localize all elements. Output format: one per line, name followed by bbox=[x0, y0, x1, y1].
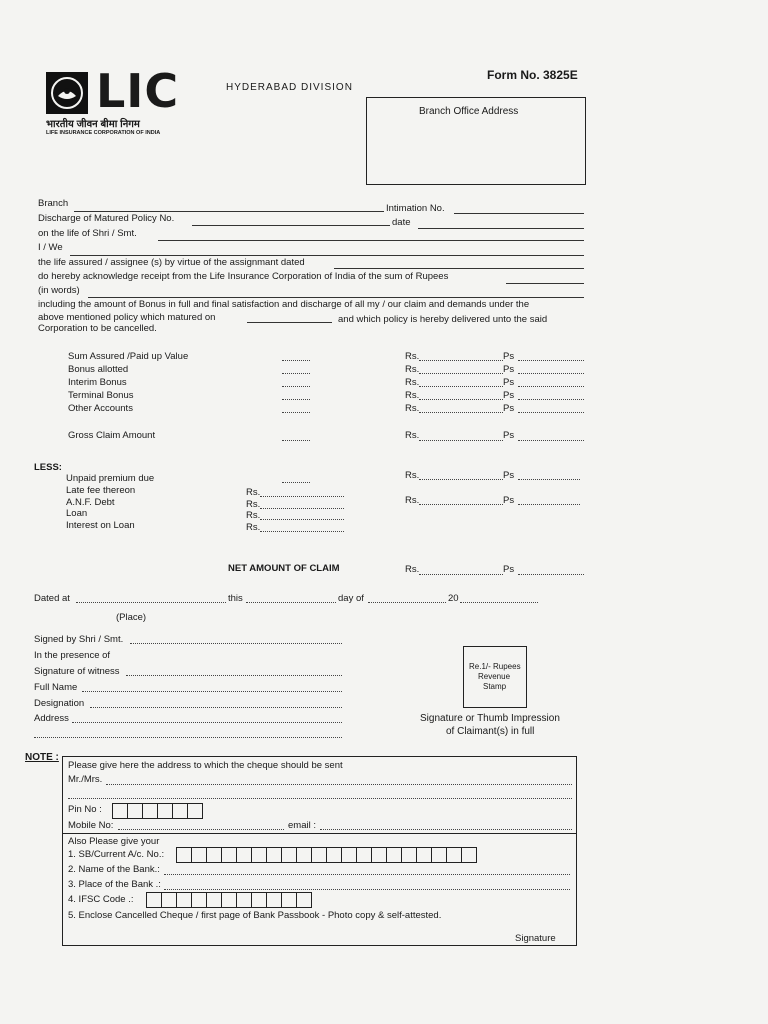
matured-on-field[interactable] bbox=[247, 322, 332, 323]
revenue-stamp-box bbox=[463, 646, 527, 708]
witness-sig-label: Signature of witness bbox=[34, 666, 120, 677]
bank-name-field[interactable] bbox=[164, 874, 570, 875]
amount-row-rs-field[interactable] bbox=[419, 360, 503, 361]
less-total-2-ps-field[interactable] bbox=[518, 504, 580, 505]
net-ps: Ps bbox=[503, 564, 515, 575]
note-divider bbox=[63, 833, 576, 834]
policy-no-field[interactable] bbox=[192, 225, 390, 226]
less-row-rs: Rs. bbox=[246, 510, 261, 521]
amount-row-rs: Rs. bbox=[405, 377, 420, 388]
less-row-rs-field[interactable] bbox=[260, 519, 344, 520]
stamp-line-3: Stamp bbox=[483, 682, 507, 691]
amount-row-mid-dots bbox=[282, 412, 310, 413]
less-row-rs: Rs. bbox=[246, 499, 261, 510]
day-of-label: day of bbox=[338, 593, 364, 604]
amount-row-rs-field[interactable] bbox=[419, 373, 503, 374]
less-row-label: Loan bbox=[66, 508, 88, 519]
less-row-rs: Rs. bbox=[246, 487, 261, 498]
para-line-3: Corporation to be cancelled. bbox=[38, 323, 157, 334]
amount-row-rs-field[interactable] bbox=[419, 386, 503, 387]
amount-row-rs: Rs. bbox=[405, 364, 420, 375]
less-row-label: Late fee thereon bbox=[66, 485, 136, 496]
signature-thumb-label-2: of Claimant(s) in full bbox=[446, 726, 535, 737]
amount-row-ps: Ps bbox=[503, 377, 515, 388]
gross-mid-dots bbox=[282, 440, 310, 441]
less-total-1-ps: Ps bbox=[503, 470, 515, 481]
gross-ps-field[interactable] bbox=[518, 440, 584, 441]
gross-rs-field[interactable] bbox=[419, 440, 503, 441]
note-signature-label: Signature bbox=[515, 933, 556, 944]
form-number: Form No. 3825E bbox=[487, 68, 578, 82]
para-line-1: including the amount of Bonus in full and final satisfaction and discharge of all my / our claim and demands under the bbox=[38, 299, 530, 310]
amount-row-label: Bonus allotted bbox=[68, 364, 129, 375]
rupees-field[interactable] bbox=[506, 283, 584, 284]
para-line-2b: and which policy is hereby delivered unto the said bbox=[338, 314, 548, 325]
signature-thumb-label-1: Signature or Thumb Impression bbox=[420, 713, 560, 724]
mr-mrs-label: Mr./Mrs. bbox=[68, 774, 103, 785]
less-row-label: Interest on Loan bbox=[66, 520, 135, 531]
net-rs-field[interactable] bbox=[419, 574, 503, 575]
less-row-label: Unpaid premium due bbox=[66, 473, 155, 484]
gross-claim-label: Gross Claim Amount bbox=[68, 430, 156, 441]
cheque-address-field[interactable] bbox=[68, 798, 572, 799]
address-label: Address bbox=[34, 713, 69, 724]
pin-input[interactable] bbox=[112, 803, 202, 819]
full-name-field[interactable] bbox=[82, 691, 342, 692]
stamp-line-2: Revenue bbox=[478, 672, 511, 681]
amount-row-ps-field[interactable] bbox=[518, 412, 584, 413]
less-row-label: A.N.F. Debt bbox=[66, 497, 115, 508]
amount-row-label: Terminal Bonus bbox=[68, 390, 134, 401]
less-row-rs-field[interactable] bbox=[260, 508, 344, 509]
amount-row-mid-dots bbox=[282, 360, 310, 361]
sb-account-input[interactable] bbox=[176, 847, 476, 863]
less-total-2-rs: Rs. bbox=[405, 495, 420, 506]
full-name-label: Full Name bbox=[34, 682, 78, 693]
assignee-label: the life assured / assignee (s) by virtue of the assignmant dated bbox=[38, 257, 305, 268]
ifsc-label: 4. IFSC Code .: bbox=[68, 894, 134, 905]
witness-sig-field[interactable] bbox=[126, 675, 342, 676]
amount-row-ps: Ps bbox=[503, 390, 515, 401]
dated-at-label: Dated at bbox=[34, 593, 70, 604]
this-label: this bbox=[228, 593, 243, 604]
designation-field[interactable] bbox=[90, 707, 342, 708]
amount-row-ps-field[interactable] bbox=[518, 360, 584, 361]
presence-label: In the presence of bbox=[34, 650, 111, 661]
cheque-address-label: Please give here the address to which the cheque should be sent bbox=[68, 760, 343, 771]
mobile-field[interactable] bbox=[118, 829, 284, 830]
net-amount-label: NET AMOUNT OF CLAIM bbox=[228, 563, 340, 574]
bank-name-label: 2. Name of the Bank.: bbox=[68, 864, 160, 875]
division-title: HYDERABAD DIVISION bbox=[226, 82, 353, 93]
signed-by-field[interactable] bbox=[130, 643, 342, 644]
gross-ps: Ps bbox=[503, 430, 515, 441]
branch-label: Branch bbox=[38, 198, 69, 209]
place-label: (Place) bbox=[116, 612, 147, 623]
logo-english: LIFE INSURANCE CORPORATION OF INDIA bbox=[46, 130, 161, 136]
amount-row-mid-dots bbox=[282, 399, 310, 400]
assignment-date-field[interactable] bbox=[334, 268, 584, 269]
bank-place-label: 3. Place of the Bank .: bbox=[68, 879, 161, 890]
amount-row-rs: Rs. bbox=[405, 351, 420, 362]
intimation-label: Intimation No. bbox=[386, 203, 445, 214]
year-field[interactable] bbox=[460, 602, 538, 603]
net-ps-field[interactable] bbox=[518, 574, 584, 575]
enclose-text: 5. Enclose Cancelled Cheque / first page of Bank Passbook - Photo copy & self-attested. bbox=[68, 910, 442, 921]
pin-label: Pin No : bbox=[68, 804, 102, 815]
less-total-1-ps-field[interactable] bbox=[518, 479, 580, 480]
amount-row-mid-dots bbox=[282, 373, 310, 374]
ifsc-input[interactable] bbox=[146, 892, 311, 908]
i-we-field[interactable] bbox=[70, 255, 584, 256]
logo-text: LIC bbox=[96, 64, 180, 118]
branch-office-label: Branch Office Address bbox=[419, 106, 519, 117]
lic-logo bbox=[46, 64, 181, 140]
address-field-2[interactable] bbox=[34, 737, 342, 738]
less-total-2-ps: Ps bbox=[503, 495, 515, 506]
sb-account-label: 1. SB/Current A/c. No.: bbox=[68, 849, 165, 860]
less-row-rs: Rs. bbox=[246, 522, 261, 533]
email-field[interactable] bbox=[320, 829, 572, 830]
life-of-label: on the life of Shri / Smt. bbox=[38, 228, 137, 239]
day-field[interactable] bbox=[246, 602, 336, 603]
logo-hindi: भारतीय जीवन बीमा निगम bbox=[46, 119, 140, 130]
less-total-1-rs-field[interactable] bbox=[419, 479, 503, 480]
amount-row-ps: Ps bbox=[503, 403, 515, 414]
email-label: email : bbox=[288, 820, 316, 831]
branch-field[interactable] bbox=[74, 211, 384, 212]
amount-row-ps-field[interactable] bbox=[518, 373, 584, 374]
less-row-rs-field[interactable] bbox=[260, 531, 344, 532]
less-row-rs-field[interactable] bbox=[260, 496, 344, 497]
date-label: date bbox=[392, 217, 411, 228]
amount-row-ps-field[interactable] bbox=[518, 386, 584, 387]
unpaid-mid-dots bbox=[282, 482, 310, 483]
amount-row-ps: Ps bbox=[503, 351, 515, 362]
discharge-label: Discharge of Matured Policy No. bbox=[38, 213, 175, 224]
dated-at-field[interactable] bbox=[76, 602, 226, 603]
amount-row-rs-field[interactable] bbox=[419, 399, 503, 400]
life-of-field[interactable] bbox=[158, 240, 584, 241]
less-label: LESS: bbox=[34, 462, 62, 473]
date-field[interactable] bbox=[418, 228, 584, 229]
less-total-2-rs-field[interactable] bbox=[419, 504, 503, 505]
acknowledge-text: do hereby acknowledge receipt from the Life Insurance Corporation of India of the sum of Rupees bbox=[38, 271, 449, 282]
amount-row-ps-field[interactable] bbox=[518, 399, 584, 400]
mr-mrs-field[interactable] bbox=[106, 784, 572, 785]
month-field[interactable] bbox=[368, 602, 446, 603]
amount-row-label: Sum Assured /Paid up Value bbox=[68, 351, 189, 362]
in-words-label: (in words) bbox=[38, 285, 80, 296]
bank-place-field[interactable] bbox=[164, 889, 570, 890]
amount-row-label: Interim Bonus bbox=[68, 377, 127, 388]
amount-row-ps: Ps bbox=[503, 364, 515, 375]
amount-row-mid-dots bbox=[282, 386, 310, 387]
signed-by-label: Signed by Shri / Smt. bbox=[34, 634, 124, 645]
amount-row-label: Other Accounts bbox=[68, 403, 133, 414]
also-label: Also Please give your bbox=[68, 836, 160, 847]
intimation-field[interactable] bbox=[454, 213, 584, 214]
year-prefix: 20 bbox=[448, 593, 459, 604]
in-words-field[interactable] bbox=[88, 297, 584, 298]
gross-rs: Rs. bbox=[405, 430, 420, 441]
mobile-label: Mobile No: bbox=[68, 820, 114, 831]
stamp-line-1: Re.1/- Rupees bbox=[469, 662, 521, 671]
amount-row-rs: Rs. bbox=[405, 403, 420, 414]
designation-label: Designation bbox=[34, 698, 85, 709]
para-line-2a: above mentioned policy which matured on bbox=[38, 312, 216, 323]
note-label: NOTE : bbox=[25, 752, 59, 763]
address-field-1[interactable] bbox=[72, 722, 342, 723]
lic-emblem-icon bbox=[46, 72, 88, 114]
less-total-1-rs: Rs. bbox=[405, 470, 420, 481]
net-rs: Rs. bbox=[405, 564, 420, 575]
branch-office-box[interactable] bbox=[366, 97, 586, 185]
amount-row-rs-field[interactable] bbox=[419, 412, 503, 413]
amount-row-rs: Rs. bbox=[405, 390, 420, 401]
i-we-label: I / We bbox=[38, 242, 63, 253]
